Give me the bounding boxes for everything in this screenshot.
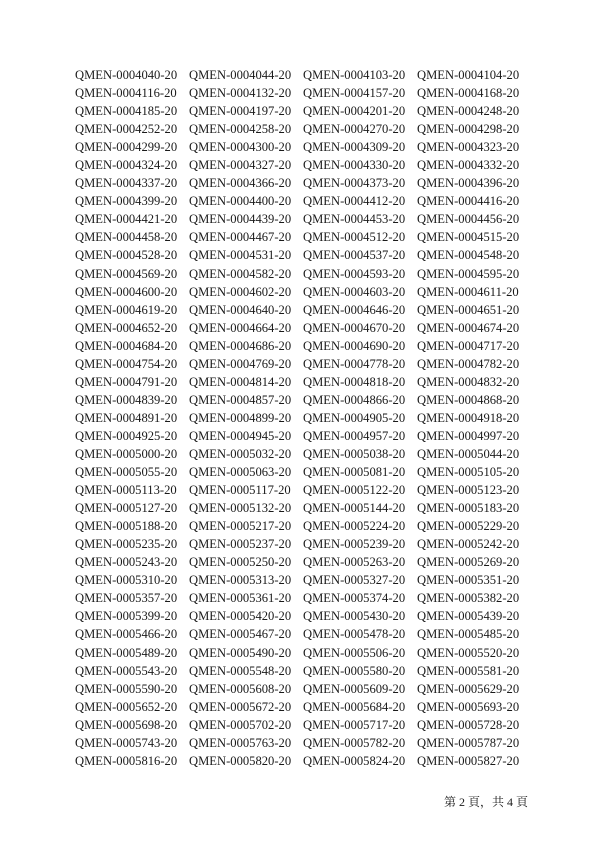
code-entry: QMEN-0005466-20 (75, 627, 178, 642)
code-entry: QMEN-0004258-20 (189, 122, 292, 137)
code-entry: QMEN-0005816-20 (75, 753, 178, 768)
code-entry: QMEN-0004298-20 (417, 122, 520, 137)
code-entry: QMEN-0004595-20 (417, 266, 520, 281)
code-entry: QMEN-0005684-20 (303, 699, 406, 714)
code-entry: QMEN-0004168-20 (417, 86, 520, 101)
code-entry: QMEN-0004603-20 (303, 284, 406, 299)
code-entry: QMEN-0005055-20 (75, 465, 178, 480)
code-entry: QMEN-0004040-20 (75, 68, 178, 82)
page-number-footer: 第 2 頁，共 4 頁 (443, 795, 528, 809)
code-entry: QMEN-0005782-20 (303, 735, 406, 750)
code-entry: QMEN-0005132-20 (189, 501, 292, 516)
code-entry: QMEN-0004309-20 (303, 140, 406, 155)
code-entry: QMEN-0004323-20 (417, 140, 520, 155)
code-entry: QMEN-0005000-20 (75, 446, 178, 461)
code-entry: QMEN-0004332-20 (417, 158, 520, 173)
code-entry: QMEN-0005717-20 (303, 717, 406, 732)
code-entry: QMEN-0004664-20 (189, 320, 292, 335)
code-entry: QMEN-0005243-20 (75, 555, 178, 570)
code-entry: QMEN-0005420-20 (189, 609, 292, 624)
code-entry: QMEN-0004899-20 (189, 410, 292, 425)
code-entry: QMEN-0004868-20 (417, 392, 520, 407)
code-entry: QMEN-0004925-20 (75, 428, 178, 443)
code-entry: QMEN-0005609-20 (303, 681, 406, 696)
code-entry: QMEN-0004651-20 (417, 302, 520, 317)
code-entry: QMEN-0004537-20 (303, 248, 406, 263)
code-entry: QMEN-0004104-20 (417, 68, 520, 82)
code-entry: QMEN-0004324-20 (75, 158, 178, 173)
code-entry: QMEN-0005439-20 (417, 609, 520, 624)
code-entry: QMEN-0005327-20 (303, 573, 406, 588)
code-entry: QMEN-0005374-20 (303, 591, 406, 606)
code-entry: QMEN-0005122-20 (303, 483, 406, 498)
code-entry: QMEN-0004458-20 (75, 230, 178, 245)
code-entry: QMEN-0005081-20 (303, 465, 406, 480)
code-entry: QMEN-0005382-20 (417, 591, 520, 606)
code-entry: QMEN-0004640-20 (189, 302, 292, 317)
code-entry: QMEN-0004157-20 (303, 86, 406, 101)
code-entry: QMEN-0004957-20 (303, 428, 406, 443)
code-entry: QMEN-0005580-20 (303, 663, 406, 678)
code-entry: QMEN-0005217-20 (189, 519, 292, 534)
code-entry: QMEN-0004582-20 (189, 266, 292, 281)
code-entry: QMEN-0004515-20 (417, 230, 520, 245)
code-entry: QMEN-0004593-20 (303, 266, 406, 281)
code-entry: QMEN-0005629-20 (417, 681, 520, 696)
code-entry: QMEN-0005263-20 (303, 555, 406, 570)
code-entry: QMEN-0004717-20 (417, 338, 520, 353)
code-entry: QMEN-0005127-20 (75, 501, 178, 516)
code-entry: QMEN-0004252-20 (75, 122, 178, 137)
code-entry: QMEN-0004646-20 (303, 302, 406, 317)
code-entry: QMEN-0004791-20 (75, 374, 178, 389)
code-entry: QMEN-0004421-20 (75, 212, 178, 227)
code-entry: QMEN-0004778-20 (303, 356, 406, 371)
code-entry: QMEN-0005478-20 (303, 627, 406, 642)
code-entry: QMEN-0004619-20 (75, 302, 178, 317)
code-entry: QMEN-0005032-20 (189, 446, 292, 461)
code-entry: QMEN-0004857-20 (189, 392, 292, 407)
code-entry: QMEN-0004611-20 (417, 284, 519, 299)
code-entry: QMEN-0005351-20 (417, 573, 520, 588)
code-entry: QMEN-0004670-20 (303, 320, 406, 335)
code-entry: QMEN-0004531-20 (189, 248, 292, 263)
code-entry: QMEN-0005652-20 (75, 699, 178, 714)
code-entry: QMEN-0005250-20 (189, 555, 292, 570)
code-entry: QMEN-0004416-20 (417, 194, 520, 209)
code-entry: QMEN-0005743-20 (75, 735, 178, 750)
code-entry: QMEN-0004548-20 (417, 248, 520, 263)
code-entry: QMEN-0004396-20 (417, 176, 520, 191)
code-entry: QMEN-0005543-20 (75, 663, 178, 678)
code-entry: QMEN-0004467-20 (189, 230, 292, 245)
code-entry: QMEN-0004327-20 (189, 158, 292, 173)
code-entry: QMEN-0005038-20 (303, 446, 406, 461)
code-entry: QMEN-0004905-20 (303, 410, 406, 425)
code-entry: QMEN-0005113-20 (75, 483, 177, 498)
code-entry: QMEN-0004044-20 (189, 68, 292, 82)
code-entry: QMEN-0004832-20 (417, 374, 520, 389)
code-entry: QMEN-0004690-20 (303, 338, 406, 353)
code-entry: QMEN-0005310-20 (75, 573, 178, 588)
code-entry: QMEN-0005229-20 (417, 519, 520, 534)
code-entry: QMEN-0005520-20 (417, 645, 520, 660)
code-entry: QMEN-0004602-20 (189, 284, 292, 299)
code-entry: QMEN-0004201-20 (303, 104, 406, 119)
code-entry: QMEN-0005824-20 (303, 753, 406, 768)
code-entry: QMEN-0005063-20 (189, 465, 292, 480)
code-entry: QMEN-0004337-20 (75, 176, 178, 191)
code-entry: QMEN-0005361-20 (189, 591, 292, 606)
code-entry: QMEN-0005144-20 (303, 501, 406, 516)
code-entry: QMEN-0004891-20 (75, 410, 178, 425)
code-entry: QMEN-0004185-20 (75, 104, 178, 119)
code-entry: QMEN-0004839-20 (75, 392, 178, 407)
code-entry: QMEN-0004945-20 (189, 428, 292, 443)
code-entry: QMEN-0005820-20 (189, 753, 292, 768)
code-entry: QMEN-0005698-20 (75, 717, 178, 732)
code-entry: QMEN-0004652-20 (75, 320, 178, 335)
code-entry: QMEN-0004330-20 (303, 158, 406, 173)
code-entry: QMEN-0004248-20 (417, 104, 520, 119)
code-entry: QMEN-0005763-20 (189, 735, 292, 750)
code-entry: QMEN-0005728-20 (417, 717, 520, 732)
code-entry: QMEN-0005313-20 (189, 573, 292, 588)
code-entry: QMEN-0004512-20 (303, 230, 406, 245)
code-entry: QMEN-0005490-20 (189, 645, 292, 660)
code-entry: QMEN-0004103-20 (303, 68, 406, 82)
code-entry: QMEN-0005787-20 (417, 735, 520, 750)
code-entry: QMEN-0004116-20 (75, 86, 177, 101)
code-entry: QMEN-0005430-20 (303, 609, 406, 624)
code-entry: QMEN-0005693-20 (417, 699, 520, 714)
code-entry: QMEN-0004197-20 (189, 104, 292, 119)
code-entry: QMEN-0005239-20 (303, 537, 406, 552)
code-entry: QMEN-0004300-20 (189, 140, 292, 155)
code-entry: QMEN-0004600-20 (75, 284, 178, 299)
code-entry: QMEN-0004399-20 (75, 194, 178, 209)
code-entry: QMEN-0004686-20 (189, 338, 292, 353)
code-entry: QMEN-0004997-20 (417, 428, 520, 443)
code-entry: QMEN-0005183-20 (417, 501, 520, 516)
code-entry: QMEN-0004754-20 (75, 356, 178, 371)
code-entry: QMEN-0004412-20 (303, 194, 406, 209)
code-entry: QMEN-0005399-20 (75, 609, 178, 624)
code-entry: QMEN-0005827-20 (417, 753, 520, 768)
code-entry: QMEN-0005506-20 (303, 645, 406, 660)
code-entry: QMEN-0005357-20 (75, 591, 178, 606)
code-entry: QMEN-0004769-20 (189, 356, 292, 371)
code-entry: QMEN-0004453-20 (303, 212, 406, 227)
code-entry: QMEN-0005467-20 (189, 627, 292, 642)
code-entry: QMEN-0005044-20 (417, 446, 520, 461)
code-entry: QMEN-0004528-20 (75, 248, 178, 263)
code-entry: QMEN-0005581-20 (417, 663, 520, 678)
code-entry: QMEN-0004132-20 (189, 86, 292, 101)
code-list-table (75, 66, 535, 770)
code-entry: QMEN-0004684-20 (75, 338, 178, 353)
code-entry: QMEN-0004569-20 (75, 266, 178, 281)
code-entry: QMEN-0005237-20 (189, 537, 292, 552)
code-entry: QMEN-0005224-20 (303, 519, 406, 534)
code-entry: QMEN-0004400-20 (189, 194, 292, 209)
code-entry: QMEN-0004456-20 (417, 212, 520, 227)
code-entry: QMEN-0005590-20 (75, 681, 178, 696)
code-entry: QMEN-0004366-20 (189, 176, 292, 191)
code-entry: QMEN-0005117-20 (189, 483, 291, 498)
code-entry: QMEN-0005235-20 (75, 537, 178, 552)
code-entry: QMEN-0004814-20 (189, 374, 292, 389)
code-entry: QMEN-0004270-20 (303, 122, 406, 137)
code-entry: QMEN-0005188-20 (75, 519, 178, 534)
code-entry: QMEN-0005269-20 (417, 555, 520, 570)
code-entry: QMEN-0004439-20 (189, 212, 292, 227)
code-entry: QMEN-0004818-20 (303, 374, 406, 389)
code-entry: QMEN-0005702-20 (189, 717, 292, 732)
code-entry: QMEN-0005105-20 (417, 465, 520, 480)
code-entry: QMEN-0005608-20 (189, 681, 292, 696)
code-entry: QMEN-0004866-20 (303, 392, 406, 407)
code-entry: QMEN-0005242-20 (417, 537, 520, 552)
code-entry: QMEN-0005672-20 (189, 699, 292, 714)
code-entry: QMEN-0005485-20 (417, 627, 520, 642)
code-entry: QMEN-0004299-20 (75, 140, 178, 155)
code-entry: QMEN-0005123-20 (417, 483, 520, 498)
code-entry: QMEN-0004782-20 (417, 356, 520, 371)
code-entry: QMEN-0004373-20 (303, 176, 406, 191)
code-entry: QMEN-0004918-20 (417, 410, 520, 425)
code-entry: QMEN-0004674-20 (417, 320, 520, 335)
code-entry: QMEN-0005489-20 (75, 645, 178, 660)
code-entry: QMEN-0005548-20 (189, 663, 292, 678)
